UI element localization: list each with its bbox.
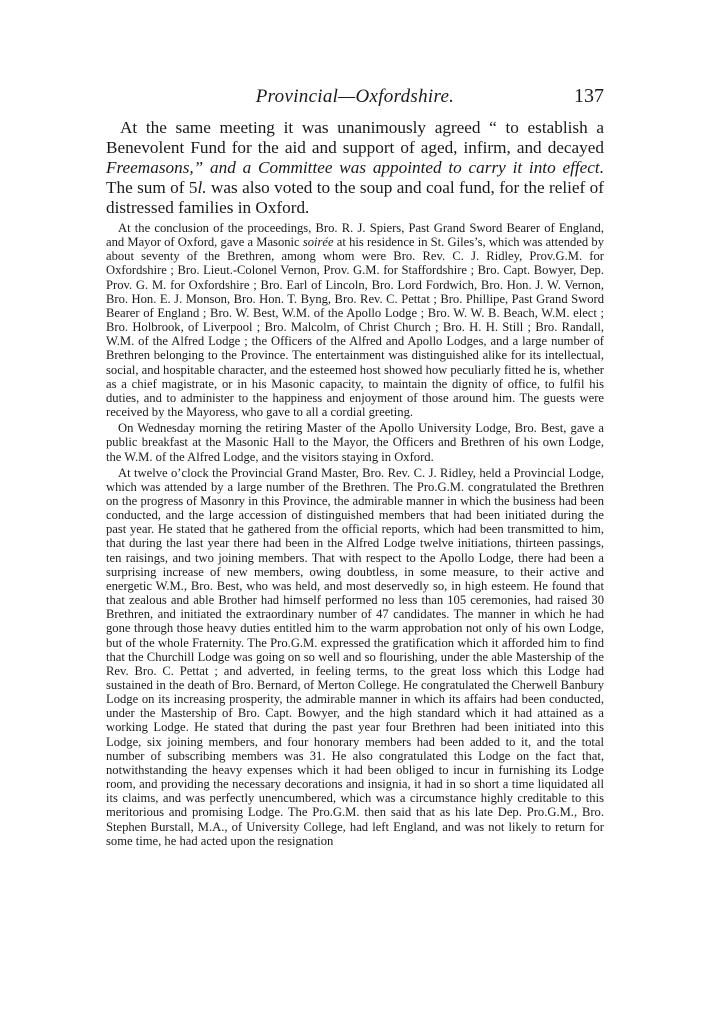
page-number: 137: [574, 85, 604, 107]
text-run: at his residence in St. Giles’s, which was attended by about seventy of the Brethren, among whom were Bro. Rev. C. J. Ridley, Prov.G.M. for Oxfordshire ; Bro. Lieut.-Colonel Vernon, Prov. G.M. for Staffordshire ; Bro. Capt. Bowyer, Dep. Prov. G. M. for Oxfordshire ; Bro. Earl of Lincoln, Bro. Lord Fordwich, Bro. Hon. J. W. Vernon, Bro. Hon. E. J. Monson, Bro. Hon. T. Byng, Bro. Rev. C. Pettat ; Bro. Phillipe, Past Grand Sword Bearer of England ; Bro. W. Best, W.M. of the Apollo Lodge ; Bro. W. W. B. Beach, W.M. elect ; Bro. Holbrook, of Liverpool ; Bro. Malcolm, of Christ Church ; Bro. H. H. Still ; Bro. Randall, W.M. of the Alfred Lodge ; the Officers of the Alfred and Apollo Lodges, and a large number of Brethren belonging to the Province. The entertainment was distinguished alike for its intellectual, social, and hospitable character, and the esteemed host showed how peculiarly fitted he is, whether as a chief magistrate, or in his Masonic capacity, to maintain the dignity of office, to fulfil his duties, and to administer to the happiness and enjoyment of those around him. The guests were received by the Mayoress, who gave to all a cordial greeting.: [106, 235, 605, 420]
italic-text-run: Freemasons,” and a Committee was appointed to carry it into effect.: [106, 158, 604, 177]
italic-text-run: soirée: [302, 235, 334, 250]
paragraph-benevolent-fund: [106, 118, 604, 218]
running-title: Provincial—Oxfordshire.: [255, 86, 455, 107]
italic-text-run: l.: [197, 178, 207, 197]
page-header: [106, 86, 604, 112]
text-run: At twelve o’clock the Provincial Grand Master, Bro. Rev. C. J. Ridley, held a Provincial Lodge, which was attended by a large number of the Brethren. The Pro.G.M. congratulated the Brethren on the progress of Masonry in this Province, the admirable manner in which the business had been conducted, and the large accession of distinguished members that had been initiated during the past year. He stated that he gathered from the official reports, which had been transmitted to him, that during the last year there had been in the Alfred Lodge twelve initiations, thirteen passings, ten raisings, and two joining members. That with respect to the Apollo Lodge, there had been a surprising increase of new members, owing doubtless, in some measure, to their active and energetic W.M., Bro. Best, who was held, and most deservedly so, in high esteem. He found that that zealous and able Brother had himself performed no less than 105 ceremonies, had raised 30 Brethren, and initiated the extraordinary number of 47 candidates. The manner in which he had gone through those heavy duties entitled him to the warm approbation not only of his own Lodge, but of the whole Fraternity. The Pro.G.M. expressed the gratification which it afforded him to find that the Churchill Lodge was going on so well and so flourishing, under the able Mastership of the Rev. Bro. C. Pettat ; and adverted, in feeling terms, to the great loss which this Lodge had sustained in the death of Bro. Bernard, of Merton College. He congratulated the Cherwell Banbury Lodge on its increasing prosperity, the admirable manner in which its affairs had been conducted, under the Mastership of Bro. Capt. Bowyer, and the high standard which it had attained as a working Lodge. He stated that during the past year four Brethren had been initiated into this Lodge, six joining members, and four honorary members had been added to it, and the total number of subscribing members was 31. He also congratulated this Lodge on the fact that, notwithstanding the heavy expenses which it had been obliged to incur in furnishing its Lodge room, and providing the necessary decorations and insignia, it had in so short a time liquidated all its claims, and was perfectly unencumbered, which was a circumstance highly creditable to this meritorious and promising Lodge. The Pro.G.M. then said that as his late Dep. Pro.G.M., Bro. Stephen Burstall, M.A., of University College, had left England, and was not likely to return for some time, he had acted upon the resignation: [106, 465, 604, 848]
text-run: The sum of 5: [106, 178, 198, 197]
paragraph-masonic-soiree: [106, 221, 604, 419]
text-run: was also voted to the soup and coal fund, for the relief of distressed families in Oxford.: [106, 178, 604, 217]
text-run: At the conclusion of the proceedings, Bro. R. J. Spiers, Past Grand Sword Bearer of England, and Mayor of Oxford, gave a Masonic: [106, 221, 604, 250]
text-run: At the same meeting it was unanimously agreed “ to establish a Benevolent Fund for the aid and support of aged, infirm, and decayed: [106, 118, 604, 157]
text-run: On Wednesday morning the retiring Master of the Apollo University Lodge, Bro. Best, gave a public breakfast at the Masonic Hall to the Mayor, the Officers and Brethren of his own Lodge, the W.M. of the Alfred Lodge, and the visitors staying in Oxford.: [106, 421, 604, 464]
paragraph-public-breakfast: [106, 421, 604, 463]
paragraph-provincial-lodge: [106, 466, 604, 848]
document-page: [106, 86, 604, 848]
